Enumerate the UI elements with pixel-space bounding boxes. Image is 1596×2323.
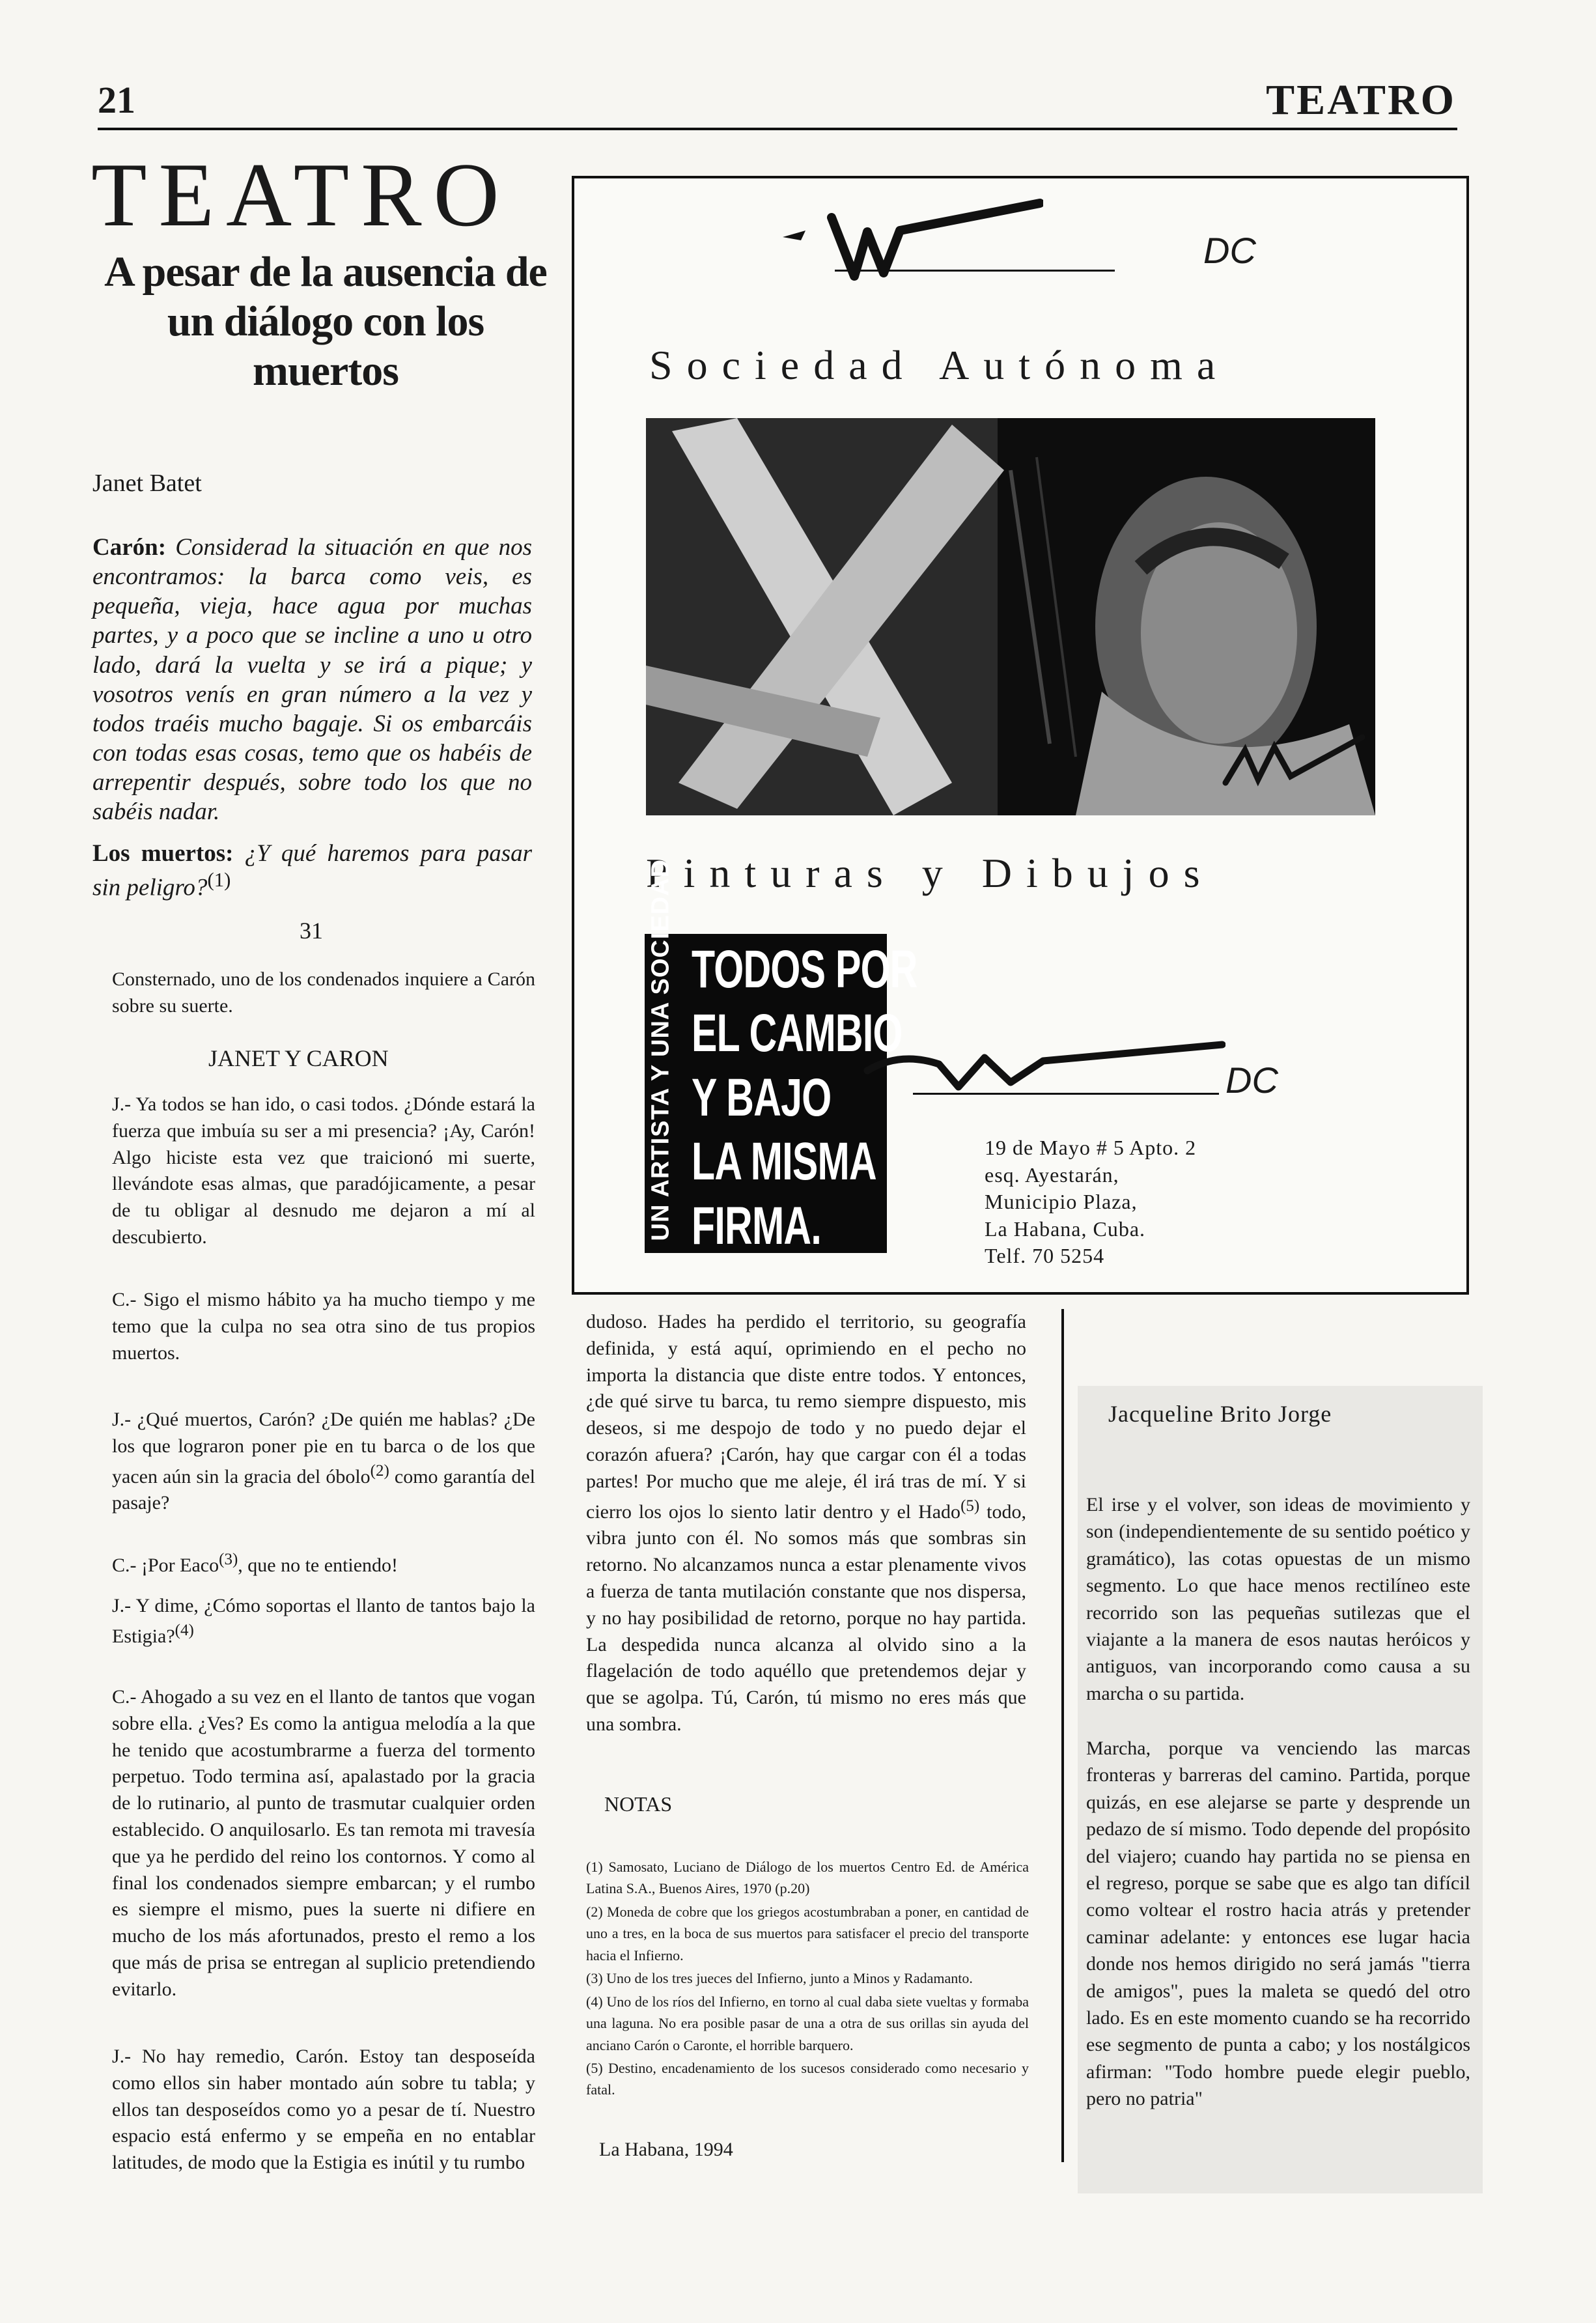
footnote-ref: (2) [370,1461,389,1480]
section-header: TEATRO [1266,76,1456,124]
address-line: Telf. 70 5254 [985,1244,1105,1268]
signature-line [835,270,1115,272]
address-line: 19 de Mayo # 5 Apto. 2 [985,1136,1197,1159]
right-paragraph: Marcha, porque va venciendo las marcas fronteras y barreras del camino. Partida, porque quizás, en ese alejarse se parte y desprende un pedazo de sí mismo. Todo depende del propósito del viajero; cuando hay partida no se piensa en el regreso, porque se sabe que es algo tan difícil como voltear el rostro hacia atrás y pretender caminar adelante: y entonces ese lugar hacia donde nos hemos dirigido no será jamás "tierra de amigos", pues la maleta se quedó del otro lado. Es en este momento cuando se ha recorrido ese segmento de punta a cabo; y los nostálgicos afirman: "Todo hombre puede elegir pueblo, pero no patria" [1086,1738,1470,2110]
continuation-paragraph [586,1309,1026,1738]
promo-line: TODOS POR [692,940,917,999]
dc-label: DC [1203,230,1256,271]
right-article-author: Jacqueline Brito Jorge [1108,1401,1332,1427]
dc-label: DC [1225,1060,1278,1101]
promo-line: EL CAMBIO [692,1004,903,1063]
promo-block [645,858,917,1256]
muertos-label: Los muertos: [92,840,234,867]
big-heading: TEATRO [91,145,511,246]
note-item: (1) Samosato, Luciano de Diálogo de los muertos Centro Ed. de América Latina S.A., Buenos Aires, 1970 (p.20) [586,1859,1029,1897]
intro-paragraph: Consternado, uno de los condenados inquiere a Carón sobre su suerte. [112,968,535,1017]
address-line: esq. Ayestarán, [985,1162,1119,1187]
dialogue-paragraph [112,1549,535,1579]
dialogue-paragraph: J.- No hay remedio, Carón. Estoy tan desposeída como ellos sin haber montado aún sobre tu tabla; y ellos tan desposeídos como yo a pesar de tí. Nuestro espacio está enfermo y se empeña en no entablar latitudes, de modo que la Estigia es inútil y tu rumbo [112,2046,535,2174]
note-item: (5) Destino, encadenamiento de los sucesos considerado como necesario y fatal. [586,2059,1029,2098]
paragraph-text: como garantía del pasaje? [112,1465,535,1514]
promo-line: LA MISMA [692,1132,876,1192]
paragraph-text: J.- Y dime, ¿Cómo soportas el llanto de tantos bajo la Estigia? [112,1595,535,1647]
footnote-ref: (1) [207,869,231,892]
address-line: Municipio Plaza, [985,1190,1138,1214]
muertos-quote-text: ¿Y qué haremos para pasar sin peligro? [92,840,533,901]
dialogue-paragraph: J.- Ya todos se han ido, o casi todos. ¿Dónde estará la fuerza que imbuía su ser a mi presencia? ¡Ay, Carón! Algo hiciste esta vez que traicionó mi suerte, llevándote esas almas, que paradójicamente, a pesar de tu obligar al desnudo me dejaron a mí al descubierto. [112,1093,535,1248]
note-item: (2) Moneda de cobre que los griegos acostumbraban a poner, en cantidad de uno a tres, en la boca de sus muertos para satisfacer el precio del transporte hacia el Infierno. [586,1903,1029,1964]
place-date: La Habana, 1994 [599,2139,733,2160]
signature-logo [861,1025,1225,1103]
caron-quote [92,533,532,826]
photo-signature [1219,724,1369,796]
right-paragraph: El irse y el volver, son ideas de movimiento y son (independientemente de su sentido poético y gramático), las cotas opuestas de un mismo segmento. Lo que hace menos rectilíneo este recorrido son las pequeñas sutilezas que el viajante a la manera de esos nautas heróicos y antiguos, van incorporando como causa a su marcha o su partida. [1086,1494,1470,1704]
promo-side-text: UN ARTISTA Y UNA SOCIEDAD [647,858,675,1241]
advertisement [572,176,1469,1295]
ad-heading: Sociedad Autónoma [649,342,1230,388]
paragraph-text: , que no te entiendo! [238,1555,399,1576]
article-author: Janet Batet [92,470,202,497]
artwork-photo [646,418,1375,815]
page-number: 21 [98,79,135,121]
muertos-quote [92,839,532,903]
caron-quote-text: Considerad la situación en que nos encontramos: la barca como veis, es pequeña, vieja, hace agua por muchas partes, y a poco que se incline a uno u otro lado, dará la vuelta y se irá a pique; y vosotros venís en gran número a la vez y todos traéis mucho bagaje. Si os embarcáis con todas esas cosas, temo que os habéis de arrepentir después, sobre todo los que no sabéis nadar. [92,534,532,826]
dialogue-paragraph: C.- Sigo el mismo hábito ya ha mucho tiempo y me temo que la culpa no sea otra sino de tus propios muertos. [112,1289,535,1364]
footnote-ref: (4) [175,1621,194,1639]
paragraph-text: C.- ¡Por Eaco [112,1555,219,1576]
signature-line [913,1093,1219,1095]
contact-address [985,1134,1196,1270]
address-line: La Habana, Cuba. [985,1217,1146,1241]
column-divider [1061,1309,1064,2162]
ad-subheading: Pinturas y Dibujos [646,850,1214,896]
paragraph-text: dudoso. Hades ha perdido el territorio, su geografía definida, y está aquí, oprimiendo en el pecho no importa la distancia que diste entre todos. Y entonces, ¿de qué sirve tu barca, tu remo siempre dispuesto, mis deseos, si me despojo de todo y no puedo dejar el corazón afuera? ¡Carón, hay que cargar con él a todas partes! Por mucho que me aleje, él irá tras de mí. Y si cierro los ojos lo siento latir dentro y el Hado [586,1311,1026,1523]
notes-list [586,1856,1029,2102]
dialogue-heading: JANET Y CARON [208,1045,389,1071]
note-item: (4) Uno de los ríos del Infierno, en torno al cual daba siete vueltas y formaba una laguna. No era posible pasar de una a otra de sus orillas sin ayuda del anciano Carón o Caronte, el horrible barquero. [586,1993,1029,2053]
promo-line: FIRMA. [692,1196,822,1256]
dialogue-paragraph: C.- Ahogado a su vez en el llanto de tantos que vogan sobre ella. ¿Ves? Es como la antigua melodía a la que he tenido que acostumbrarme a fuerza del tormento perpetuo. Todo termina así, apalastado por la gracia de lo rutinario, al punto de trasmutar cualquier orden establecido. O anquilosarlo. Es tan remota mi travesía que ya he perdido del reino los contornos. Y como al final los condenados siempre embarcan; y el rumbo es siempre el mismo, pues la suerte ni difiere en mucho de los más afortunados, presto el remo a los que más de prisa se entregan al suplicio pretendiendo evitarlo. [112,1686,535,2000]
footnote-ref: (3) [219,1551,238,1568]
header-rule [98,128,1457,130]
paragraph-text: todo, vibra junto con él. No somos más que sombras sin retorno. No alcanzamos nunca a estar plenamente vivos a fuerza de tanta mutilación constante que nos dispersa, y no hay posibilidad de retorno, porque no hay partida. La despedida nunca alcanza al olvido sino a la flagelación de todo aquéllo que pretendemos dejar y que se agolpa. Tú, Carón, tú mismo no eres más que una sombra. [586,1500,1026,1735]
note-item: (3) Uno de los tres jueces del Infierno, junto a Minos y Radamanto. [586,1970,973,1987]
signature-logo [770,191,1043,289]
article-title: A pesar de la ausencia de un diálogo con los muertos [104,248,547,395]
footnote-ref: (5) [960,1497,980,1515]
notes-heading: NOTAS [604,1792,673,1816]
dialogue-paragraph [112,1407,535,1517]
paragraph-text: J.- ¿Qué muertos, Carón? ¿De quién me hablas? ¿De los que lograron poner pie en tu barca o de los que yacen aún sin la gracia del óbolo [112,1409,535,1487]
page-reference: 31 [300,918,323,944]
dialogue-paragraph [112,1593,535,1650]
caron-label: Carón: [92,534,167,561]
promo-line: Y BAJO [692,1067,832,1127]
